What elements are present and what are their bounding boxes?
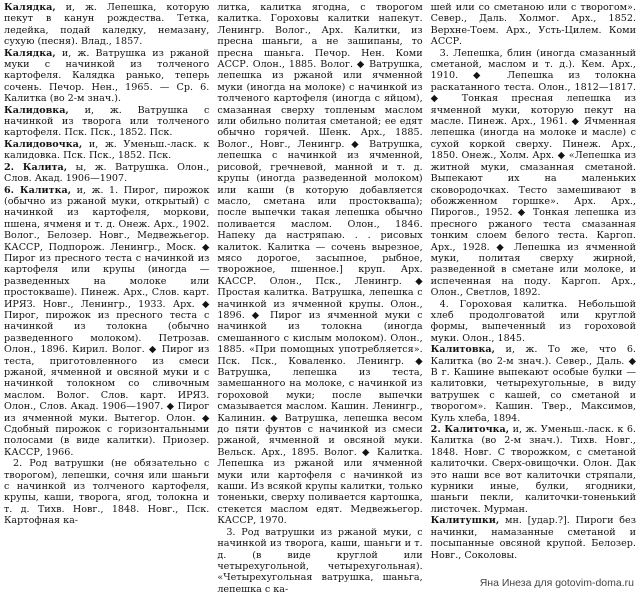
dictionary-entry: [4, 2, 209, 48]
entry-text: ы, ж. Ватрушка. Олон., Слов. Акад. 1906—1907.: [4, 161, 210, 185]
column-3: [431, 2, 636, 576]
dictionary-entry: [4, 48, 209, 105]
dictionary-entry: [4, 162, 209, 185]
entry-headword: Калитушки,: [430, 515, 500, 527]
entry-text: мн. [удар.?]. Пироги без начинки, намазанные сметаной и посыпанные овсяной крупой. Белозер. Новг., Соколовы.: [430, 515, 636, 561]
dictionary-entry: [431, 299, 636, 345]
dictionary-entry: [431, 344, 636, 424]
entry-headword: Калядка,: [4, 47, 56, 59]
entry-text: 2. Род ватрушки (не обязательно с творогом), лепешки, сочня или шаньги с начинкой из толченого картофеля, крупы, каши, творога, ягод, толокна и т. д. Тихв. Новг., 1848. Новг., Пск. Картофная ка-: [4, 458, 210, 527]
entry-headword: 6. Калитка,: [4, 184, 72, 196]
entry-headword: 2. Калита,: [4, 161, 68, 173]
entry-text: и, ж. Уменьш.-ласк. к калидовка. Пск. Пск., 1852. Пск.: [4, 138, 210, 162]
dictionary-entry: [431, 424, 636, 515]
entry-text: и, ж. Уменьш.-ласк. к 6. Калитка (во 2-м знач.). Тихв. Новг., 1848. Новг. С творожком, с сметаной калиточки. Сверх-овищочки. Олон. Дак это наши все вот калиточки стряпали, курники иные, булки, ягодники, шаньги пекли, калиточки-тоненький листочек. Мурман.: [430, 424, 636, 515]
entry-text: и, ж. Ватрушка из ржаной муки с начинкой из толченого картофеля. Калядка ранько, теперь сочень. Печор. Нен., 1965. — Ср. 6. Калитка (во 2-м знач.).: [4, 47, 210, 105]
dictionary-entry: [431, 48, 636, 299]
entry-text: и, ж. 1. Пирог, пирожок (обычно из ржаной муки, открытый) с начинкой из картофеля, моркови, пшена, ячменя и т. д. Онеж. Арх., 1902. Волог., Белозер. Новг., Медвежьегор. КАССР, Подпорож. Ленингр., Моск. ◆ Пирог из пресного теста с начинкой из картофеля или крупы (иногда — разведенных на молоке или простокваше). Пинеж. Арх., Слов. карт. ИРЯЗ. Новг., Ленингр., 1933. Арх. ◆ Пирог, пирожок из пресного теста с начинкой из толокна (обычно разведенного молоком). Петрозав. Олон., 1896. Кирил. Волог. ◆ Пирог из теста, приготовленного из смеси ржаной, ячменной и овсяной муки и с начинкой толокном со сливочным маслом. Волог. Слов. карт. ИРЯЗ. Олон., Слов. Акад. 1906—1907. ◆ Пирог из ячменной муки. Вытегор. Олон. ◆ Сдобный пирожок с горизонтальными полосами (в виде калитки). Приозер. КАССР, 1966.: [4, 184, 210, 458]
entry-text: 4. Гороховая калитка. Небольшой хлеб продолговатой или круглой формы, выпеченный из гороховой муки. Олон., 1845.: [430, 298, 636, 344]
column-2: [217, 2, 423, 595]
dictionary-entry: [4, 185, 209, 459]
entry-headword: 2. Калиточка,: [430, 424, 510, 436]
dictionary-entry: [431, 515, 636, 561]
entry-text: и, ж. Лепешка, которую пекут в канун рождества. Тетка, ледейка, подай каледку, немазану, сухую (песня). Влад., 1857.: [4, 2, 210, 48]
dictionary-entry: [217, 2, 422, 527]
watermark-credit: Яна Инеза для gotovim-doma.ru: [479, 577, 634, 589]
entry-text: и, ж. Ватрушка с начинкой из творога или толченого картофеля. Пск. Пск., 1852. Пск.: [4, 104, 210, 139]
dictionary-entry: [4, 139, 209, 162]
dictionary-entry: [431, 2, 636, 48]
entry-headword: Калидовка,: [4, 104, 69, 116]
entry-text: литка, калитка ягодна, с творогом калитка. Гороховы калитки напекут. Ленингр. Волог., Арх. Калитки, из пресна шаньги, а не зашипаны, то пресна шаньга. Печор. Нен. Коми АССР. Олон., 1885. Волог. ◆ Ватрушка, лепешка из ржаной или ячменной муки (иногда на молоке) с начинкой из толченого картофеля (иногда с яйцом), смазанная сверху топленым маслом или обильно политая сметаной; ее едят обычно горячей. Шенк. Арх., 1885. Волог., Новг., Ленингр. ◆ Ватрушка, лепешка с начинкой из ячменной, рисовой, гречневой, манной и т. д. крупы (иногда разведенной молоком) или каши (в которую добавляется масло, сметана или простокваша); после выпечки такая лепешка обычно поливается маслом. Олон., 1846. Напеку да настряпаю. . . рисовых калиток. Калитка — сочень вырезное, мясо дорогое, засыпное, рыбное, творожное, пшенное.] круп. Арх. КАССР. Олон., Пск., Ленингр. ◆ Простая калитка. Ватрушка, лепешка с начинкой из ячменной крупы. Олон., 1896. ◆ Пирог из ячменной муки с начинкой из толокна (иногда смешанного с кислым молоком). Олон., 1885. «При помощных употребляется». Пск. Пск., Коваленко. Ленингр. ◆ Ватрушка, лепешка из теста, замешанного на молоке, с начинкой из гороховой муки; после выпечки смазывается маслом. Кашин. Ленингр., Калинин. ◆ Ватрушка, лепешка весом до пяти фунтов с начинкой из смеси ржаной, ячменной и овсяной муки. Вельск. Арх., 1895. Волог. ◆ Калитка. Лепешка из ржаной или ячменной муки или картофеля с начинкой из каши. Из всякой крупы калитки, только тоненьки, сверху поливается картошка, стекется маслом едят. Медвежьегор. КАССР, 1970.: [217, 2, 423, 527]
entry-headword: Калядка,: [4, 2, 56, 13]
dictionary-entry: [4, 458, 209, 526]
entry-headword: Калидовочка,: [4, 138, 83, 150]
entry-text: и, ж. То же, что 6. Калитка (во 2-м знач.). Север., Даль. ◆ В г. Кашине выпекают особые булки — калитовки, четырехугольные, в виду ватрушек с кашей, со сметаной и творогом». Кашин. Твер., Максимов, Куль хлеба, 1894.: [430, 344, 636, 424]
entry-text: шей или со сметаною или с творогом». Север., Даль. Холмог. Арх., 1852. Верхне-Тоем. Арх., Усть-Цилем. Коми АССР.: [430, 2, 636, 48]
column-1: [4, 2, 209, 576]
entry-text: 3. Лепешка, блин (иногда смазанный сметаной, маслом и т. д.). Кем. Арх., 1910. ◆ Лепешка из толокна раскатанного теста. Олон., 1812—1817. ◆ Тонкая пресная лепешка из ячменной муки, которую пекут на масле. Пинеж. Арх., 1961. ◆ Ячменная лепешка (иногда на молоке и масле) с сухой коркой сверху. Пинеж. Арх., 1850. Онеж., Холм. Арх. ◆ «Лепешка из житной муки, смазанная сметаной. Выпекают их на маленьких сковородочках. Тесто замешивают в обожженном горшке». Арх. Арх., Пирогов., 1952. ◆ Тонкая лепешка из пресного ржаного теста смазанная тонким слоем белого теста. Каргоп. Арх., 1928. ◆ Лепешка из ячменной муки, политая сверху жирной, разведенной в сметане или молоке, и испеченная на поду. Каргоп. Арх., Олон., Светлов, 1892.: [430, 47, 636, 299]
dictionary-entry: [217, 527, 422, 595]
dictionary-entry: [4, 105, 209, 139]
entry-headword: Калитовка,: [430, 344, 495, 356]
entry-text: 3. Род ватрушки из ржаной муки, с начинкой из творога, каши, шаньги и т. д. (в виде круглой или четырехугольной, четырехугольная). «Четырехугольная ватрушка, шаньга, лепешка с ка-: [217, 526, 423, 595]
